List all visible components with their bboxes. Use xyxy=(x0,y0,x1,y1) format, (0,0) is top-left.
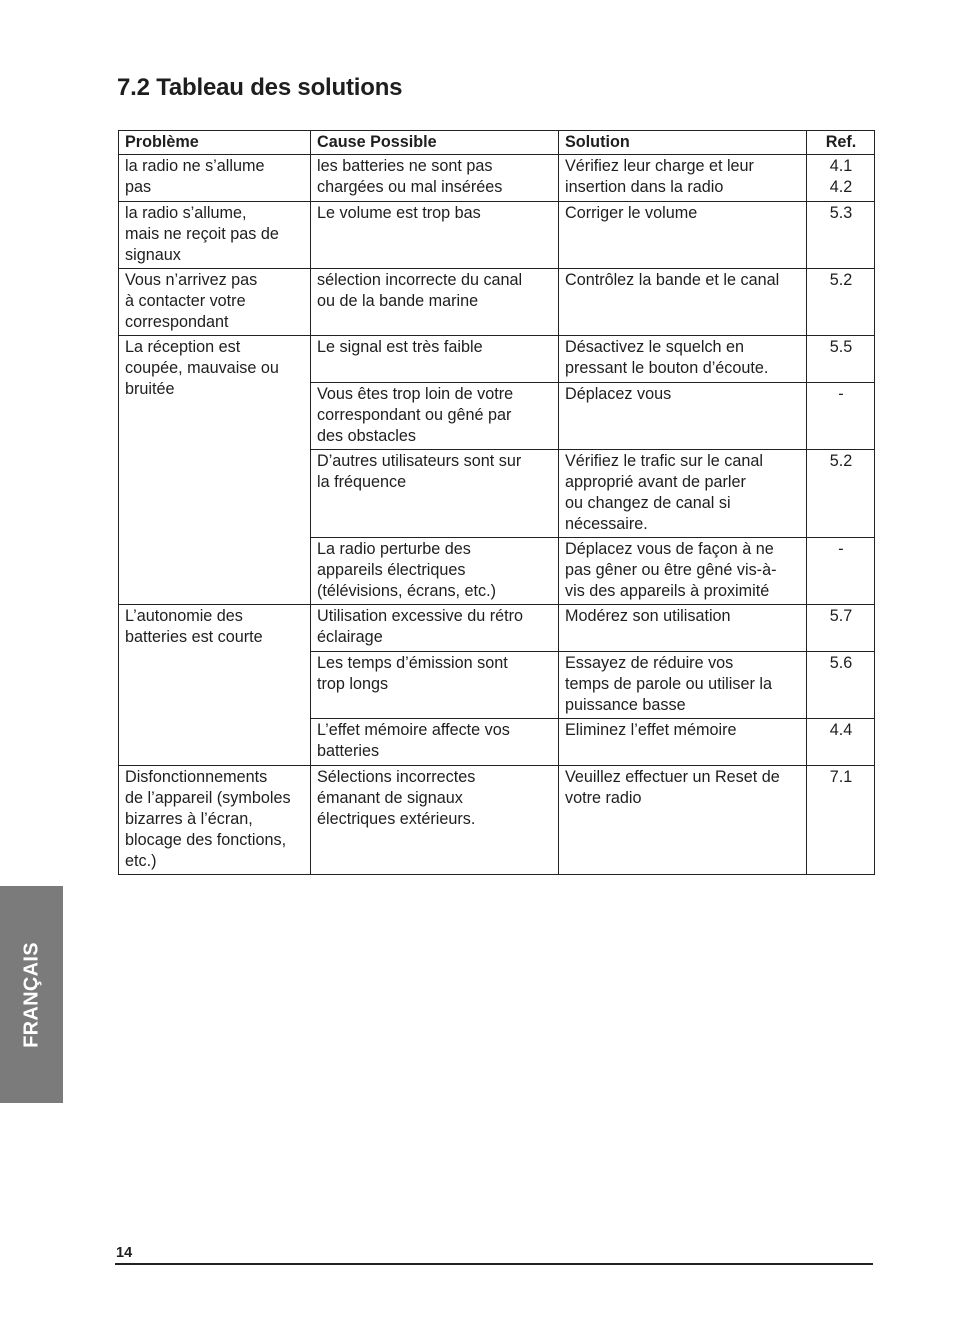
cell-ref: - xyxy=(807,538,875,605)
cell-probleme: L’autonomie des batteries est courte xyxy=(119,605,311,766)
table-row xyxy=(119,269,875,336)
cell-ref: 5.6 xyxy=(807,652,875,719)
table-row xyxy=(119,605,875,652)
cell-cause: Vous êtes trop loin de votre correspondant ou gêné par des obstacles xyxy=(311,383,559,450)
cell-cause: sélection incorrecte du canal ou de la bande marine xyxy=(311,269,559,336)
cell-solution: Vérifiez leur charge et leur insertion dans la radio xyxy=(559,155,807,202)
cell-solution: Corriger le volume xyxy=(559,202,807,269)
cell-solution: Essayez de réduire vos temps de parole ou utiliser la puissance basse xyxy=(559,652,807,719)
language-tab xyxy=(0,886,63,1103)
page-number: 14 xyxy=(116,1245,133,1261)
table-body xyxy=(119,155,875,875)
cell-probleme: la radio s’allume, mais ne reçoit pas de signaux xyxy=(119,202,311,269)
cell-solution: Modérez son utilisation xyxy=(559,605,807,652)
cell-solution: Veuillez effectuer un Reset de votre radio xyxy=(559,766,807,875)
cell-cause: les batteries ne sont pas chargées ou mal insérées xyxy=(311,155,559,202)
table-header-row xyxy=(119,131,875,155)
header-probleme: Problème xyxy=(119,131,311,155)
cell-ref: - xyxy=(807,383,875,450)
cell-solution: Vérifiez le trafic sur le canal approprié avant de parler ou changez de canal si nécessaire. xyxy=(559,450,807,538)
header-cause: Cause Possible xyxy=(311,131,559,155)
cell-ref: 4.4 xyxy=(807,719,875,766)
cell-cause: L’effet mémoire affecte vos batteries xyxy=(311,719,559,766)
cell-cause: Utilisation excessive du rétro éclairage xyxy=(311,605,559,652)
table-row xyxy=(119,336,875,383)
cell-solution: Contrôlez la bande et le canal xyxy=(559,269,807,336)
cell-probleme: la radio ne s’allume pas xyxy=(119,155,311,202)
header-ref: Ref. xyxy=(807,131,875,155)
cell-probleme: La réception est coupée, mauvaise ou bruitée xyxy=(119,336,311,605)
cell-solution: Désactivez le squelch en pressant le bouton d’écoute. xyxy=(559,336,807,383)
cell-ref: 7.1 xyxy=(807,766,875,875)
cell-ref: 5.2 xyxy=(807,269,875,336)
cell-ref: 5.3 xyxy=(807,202,875,269)
cell-solution: Eliminez l’effet mémoire xyxy=(559,719,807,766)
cell-cause: Les temps d’émission sont trop longs xyxy=(311,652,559,719)
solutions-table xyxy=(118,130,875,875)
section-title: 7.2 Tableau des solutions xyxy=(117,74,403,101)
table-row xyxy=(119,202,875,269)
table-row xyxy=(119,155,875,202)
cell-cause: Le signal est très faible xyxy=(311,336,559,383)
header-solution: Solution xyxy=(559,131,807,155)
table-row xyxy=(119,766,875,875)
cell-ref: 5.5 xyxy=(807,336,875,383)
cell-cause: La radio perturbe des appareils électriques (télévisions, écrans, etc.) xyxy=(311,538,559,605)
cell-ref: 5.2 xyxy=(807,450,875,538)
footer-divider xyxy=(115,1263,873,1265)
cell-cause: Sélections incorrectes émanant de signaux électriques extérieurs. xyxy=(311,766,559,875)
cell-ref: 5.7 xyxy=(807,605,875,652)
cell-solution: Déplacez vous de façon à ne pas gêner ou être gêné vis-à- vis des appareils à proximité xyxy=(559,538,807,605)
cell-probleme: Vous n’arrivez pas à contacter votre correspondant xyxy=(119,269,311,336)
cell-cause: D’autres utilisateurs sont sur la fréquence xyxy=(311,450,559,538)
language-tab-label: FRANÇAIS xyxy=(20,941,42,1048)
cell-probleme: Disfonctionnements de l’appareil (symboles bizarres à l’écran, blocage des fonctions, etc.) xyxy=(119,766,311,875)
cell-solution: Déplacez vous xyxy=(559,383,807,450)
cell-ref: 4.1 4.2 xyxy=(807,155,875,202)
cell-cause: Le volume est trop bas xyxy=(311,202,559,269)
